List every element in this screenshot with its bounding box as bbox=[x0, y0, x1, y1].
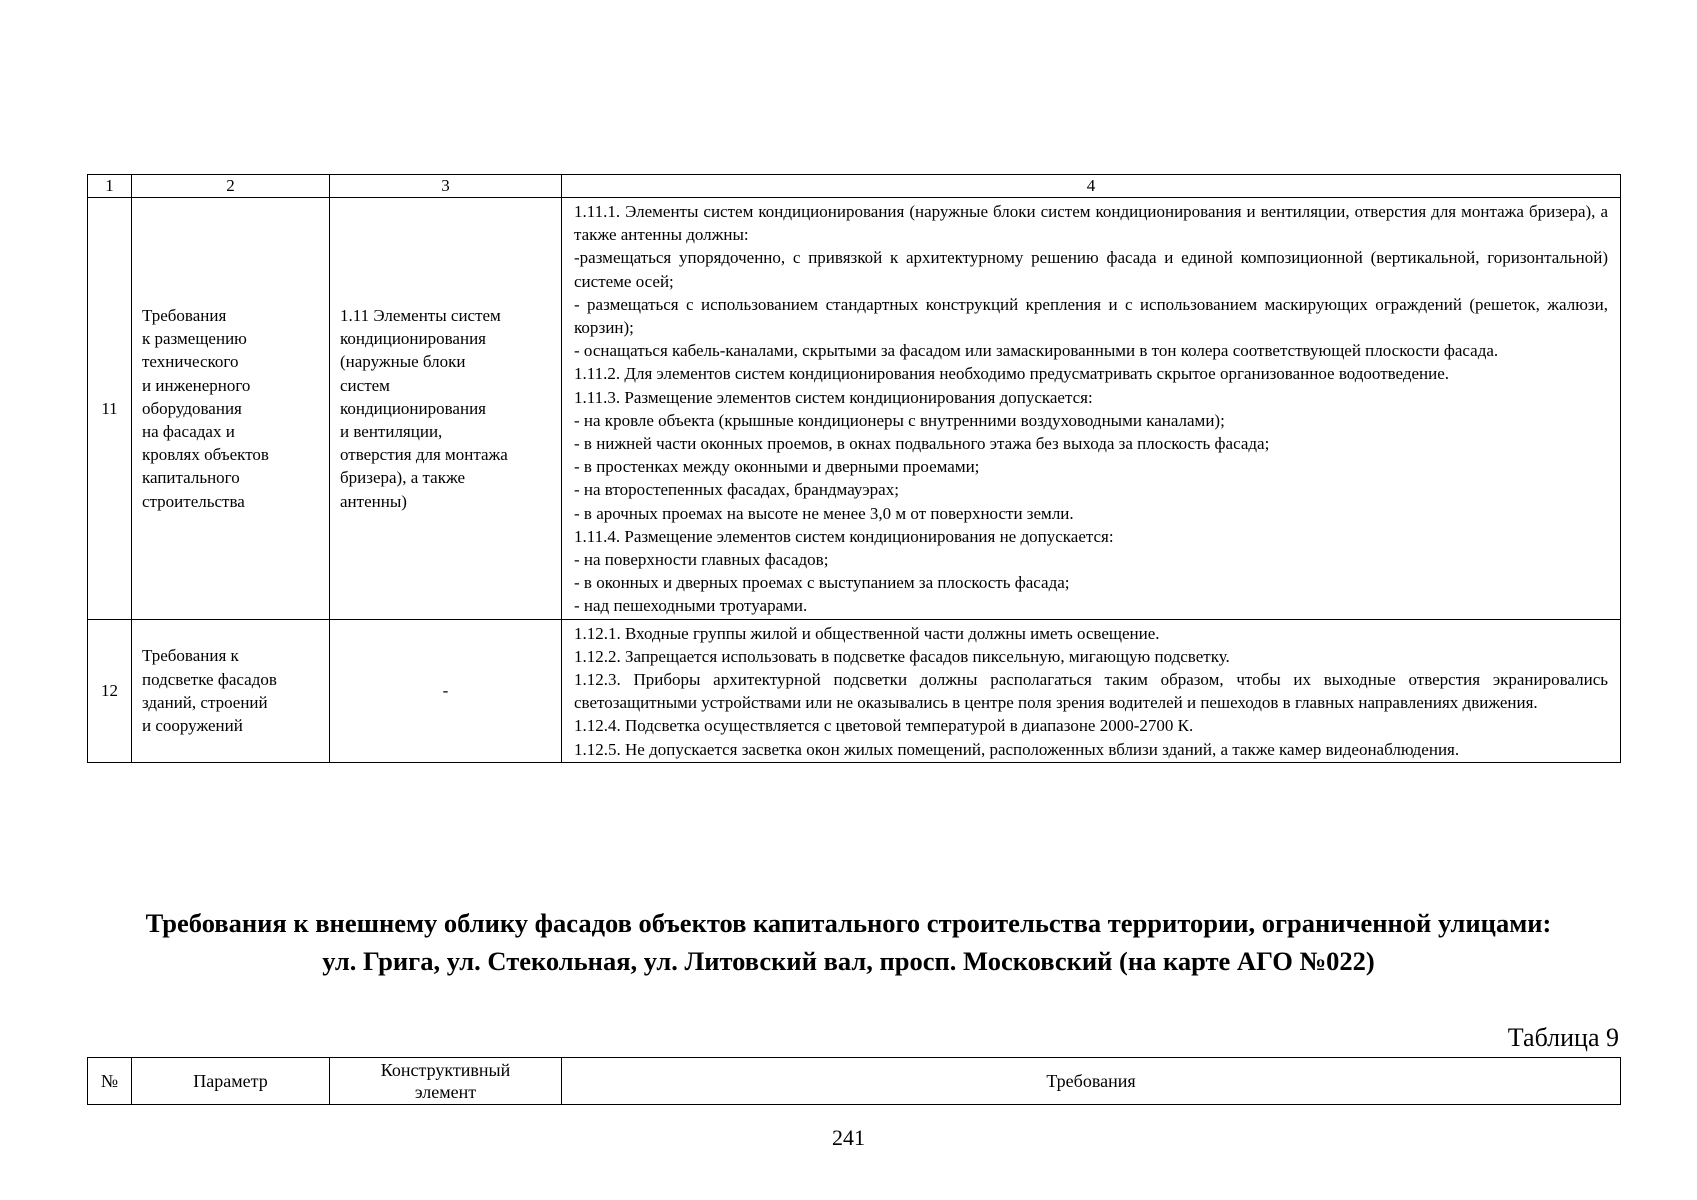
element-cell bbox=[330, 198, 562, 620]
element-line: - bbox=[442, 681, 449, 701]
requirement-paragraph: 1.12.1. Входные группы жилой и общественной части должны иметь освещение. bbox=[574, 623, 1160, 643]
element-line: антенны) bbox=[340, 491, 407, 511]
next-table-header bbox=[87, 1057, 1621, 1105]
element-line: 1.11 Элементы систем bbox=[340, 305, 501, 325]
section-heading-line: ул. Грига, ул. Стекольная, ул. Литовский вал, просп. Московский (на карте АГО №022) bbox=[322, 946, 1375, 976]
element-line: отверстия для монтажа bbox=[340, 445, 508, 465]
column-header-element bbox=[330, 1058, 562, 1105]
parameter-line: капитального bbox=[142, 468, 240, 488]
table-row bbox=[88, 619, 1621, 762]
requirement-paragraph: 1.12.2. Запрещается использовать в подсветке фасадов пиксельную, мигающую подсветку. bbox=[574, 646, 1230, 666]
requirement-paragraph: - над пешеходными тротуарами. bbox=[574, 596, 808, 616]
element-line: бризера), а также bbox=[340, 468, 466, 488]
table-caption: Таблица 9 bbox=[1507, 1023, 1619, 1052]
parameter-cell bbox=[132, 619, 330, 762]
requirement-paragraph: 1.12.5. Не допускается засветка окон жилых помещений, расположенных вблизи зданий, а также камер видеонаблюдения. bbox=[574, 739, 1460, 759]
parameter-line: на фасадах и bbox=[142, 421, 235, 441]
element-line: кондиционирования bbox=[340, 329, 486, 349]
element-line: систем bbox=[340, 375, 390, 395]
parameter-line: оборудования bbox=[142, 398, 242, 418]
requirement-paragraph: - на кровле объекта (крышные кондиционеры с внутренними воздуховодными каналами); bbox=[574, 410, 1225, 430]
table-header-row bbox=[88, 175, 1621, 198]
parameter-line: и инженерного bbox=[142, 375, 251, 395]
requirements-cell bbox=[562, 619, 1621, 762]
requirement-paragraph: - на второстепенных фасадах, брандмауэрах; bbox=[574, 480, 899, 500]
header-cell: 3 bbox=[330, 175, 562, 198]
column-header-number: № bbox=[88, 1058, 132, 1105]
requirement-paragraph: - в простенках между оконными и дверными проемами; bbox=[574, 457, 980, 477]
requirements-cell bbox=[562, 198, 1621, 620]
column-header-line: элемент bbox=[414, 1082, 477, 1102]
requirement-paragraph: - в оконных и дверных проемах с выступанием за плоскость фасада; bbox=[574, 573, 1070, 593]
element-line: и вентиляции, bbox=[340, 421, 443, 441]
parameter-line: технического bbox=[142, 352, 239, 372]
requirement-paragraph: 1.11.3. Размещение элементов систем кондиционирования допускается: bbox=[574, 387, 1093, 407]
section-heading-line: Требования к внешнему облику фасадов объектов капитального строительства территории, ограниченной улицами: bbox=[145, 908, 1552, 938]
requirement-paragraph: 1.11.4. Размещение элементов систем кондиционирования не допускается: bbox=[574, 526, 1114, 546]
row-number: 12 bbox=[88, 619, 132, 762]
requirement-paragraph: - на поверхности главных фасадов; bbox=[574, 550, 829, 570]
table-header-row bbox=[88, 1058, 1621, 1105]
parameter-line: к размещению bbox=[142, 329, 247, 349]
element-cell bbox=[330, 619, 562, 762]
column-header-requirements: Требования bbox=[562, 1058, 1621, 1105]
element-line: (наружные блоки bbox=[340, 352, 466, 372]
parameter-line: Требования bbox=[142, 305, 227, 325]
table-row bbox=[88, 198, 1621, 620]
section-heading bbox=[60, 904, 1637, 980]
column-header-line: Конструктивный bbox=[380, 1060, 511, 1080]
parameter-line: Требования к bbox=[142, 646, 239, 666]
row-number: 11 bbox=[88, 198, 132, 620]
requirement-paragraph: - в нижней части оконных проемов, в окнах подвального этажа без выхода за плоскость фасада; bbox=[574, 434, 1270, 454]
parameter-line: и сооружений bbox=[142, 715, 243, 735]
parameter-line: зданий, строений bbox=[142, 692, 268, 712]
requirement-paragraph: - размещаться с использованием стандартных конструкций крепления и с использованием маскирующих ограждений (решеток, жалюзи, корзин); bbox=[574, 294, 1608, 338]
requirement-paragraph: - в арочных проемах на высоте не менее 3,0 м от поверхности земли. bbox=[574, 503, 1074, 523]
parameter-line: строительства bbox=[142, 491, 245, 511]
requirement-paragraph: 1.12.3. Приборы архитектурной подсветки должны располагаться таким образом, чтобы их выходные отверстия экранировались светозащитными устройствами или не оказывались в центре поля зрения водителей и пешеходов в главных направлениях движения. bbox=[574, 670, 1608, 713]
header-cell: 4 bbox=[562, 175, 1621, 198]
column-header-parameter: Параметр bbox=[132, 1058, 330, 1105]
parameter-line: кровлях объектов bbox=[142, 445, 269, 465]
header-cell: 1 bbox=[88, 175, 132, 198]
requirement-paragraph: - оснащаться кабель-каналами, скрытыми за фасадом или замаскированными в тон колера соответствующей плоскости фасада. bbox=[574, 341, 1499, 361]
parameter-cell bbox=[132, 198, 330, 620]
requirement-paragraph: 1.11.2. Для элементов систем кондиционирования необходимо предусматривать скрытое организованное водоотведение. bbox=[574, 364, 1450, 384]
requirement-paragraph: 1.12.4. Подсветка осуществляется с цветовой температурой в диапазоне 2000-2700 К. bbox=[574, 716, 1194, 736]
element-line: кондиционирования bbox=[340, 398, 486, 418]
requirement-paragraph: 1.11.1. Элементы систем кондиционирования (наружные блоки систем кондиционирования и вентиляции, отверстия для монтажа бризера), а также антенны должны: bbox=[574, 202, 1608, 245]
page-number: 241 bbox=[832, 1125, 865, 1150]
requirement-paragraph: -размещаться упорядоченно, с привязкой к архитектурному решению фасада и единой композиционной (вертикальной, горизонтальной) системе осей; bbox=[574, 248, 1608, 291]
header-cell: 2 bbox=[132, 175, 330, 198]
parameter-line: подсветке фасадов bbox=[142, 669, 277, 689]
requirements-table bbox=[87, 174, 1621, 763]
